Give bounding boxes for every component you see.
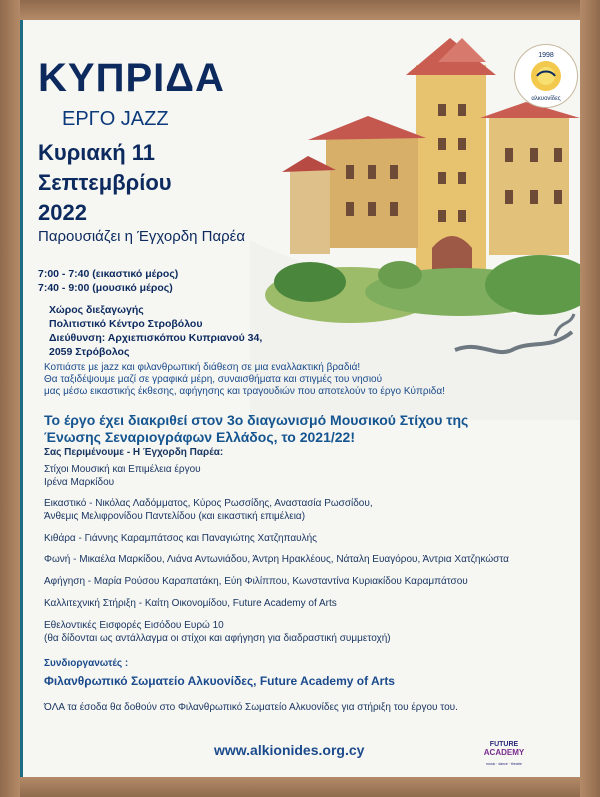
badge-year: 1998 [538,52,554,59]
credit-support: Καλλιτεχνική Στήριξη - Καίτη Οικονομίδου, Future Academy of Arts [44,598,337,609]
badge-name: αλκυονίδες [531,96,561,102]
credit-lyrics-label: Στίχοι Μουσική και Επιμέλεια έργου [44,464,201,475]
venue-address: Διεύθυνση: Αρχιεπισκόπου Κυπριανού 34, [49,332,263,344]
venue-city: 2059 Στρόβολος [49,346,130,358]
proceeds-line: ΌΛΑ τα έσοδα θα δοθούν στο Φιλανθρωπικό Σωματείο Αλκυονίδες για στήριξη του έργου του. [44,702,458,713]
date-line-1: Κυριακή 11 [38,140,156,165]
sun-logo-icon [515,45,577,107]
alkionides-logo-badge [514,44,578,108]
schedule-line-2: 7:40 - 9:00 (μουσικό μέρος) [38,282,173,294]
website-link[interactable]: www.alkionides.org.cy [214,742,365,758]
frame-top [0,0,600,20]
organizers-names: Φιλανθρωπικό Σωματείο Αλκυονίδες, Future Academy of Arts [44,674,395,688]
intro-line-1: Κοπιάστε με jazz και φιλανθρωπική διάθεση σε μια εναλλακτική βραδιά! [44,362,361,373]
schedule-line-1: 7:00 - 7:40 (εικαστικό μέρος) [38,268,179,280]
date-line-2: Σεπτεμβρίου [38,170,172,195]
academy-line-1: FUTURE [489,741,519,748]
frame-left [0,0,20,797]
event-date [38,138,268,228]
invite-line: Σας Περιμένουμε - Η Έγχορδη Παρέα: [44,447,224,458]
credit-guitar: Κιθάρα - Γιάννης Καραμπάτσος και Παναγιώτης Χατζηπαυλής [44,533,317,544]
frame-bottom [0,777,600,797]
award-line-2: Ένωσης Σεναριογράφων Ελλάδος, το 2021/22! [44,429,355,445]
credit-narration: Αφήγηση - Μαρία Ρούσου Καραπατάκη, Εύη Φιλίππου, Κωνσταντίνα Κυριακίδου Καραμπάτσου [44,576,468,587]
organizers-label: Συνδιοργανωτές : [44,658,129,669]
intro-line-2: Θα ταξιδέψουμε μαζί σε γραφικά μέρη, συναισθήματα και στιγμές του νησιού [44,374,383,385]
venue-label: Χώρος διεξαγωγής [49,304,144,316]
future-academy-logo [476,738,532,768]
academy-tagline: music · dance · theatre [486,762,522,766]
intro-line-3: μας μέσω εικαστικής έκθεσης, αφήγησης και τραγουδιών που αποτελούν το έργο Κύπριδα! [44,386,445,397]
poster-canvas [20,20,580,777]
award-line-1: Το έργο έχει διακριθεί στον 3ο διαγωνισμό Μουσικού Στίχου της [44,412,469,428]
credit-voice: Φωνή - Μικαέλα Μαρκίδου, Λιάνα Αντωνιάδου, Άντρη Ηρακλέους, Νάταλη Ευαγόρου, Άντρια Χατζηκώστα [44,554,509,565]
credit-lyrics-name: Ιρένα Μαρκίδου [44,477,115,488]
poster-title: ΚΥΠΡΙΔΑ [38,56,225,100]
teal-side-band [20,20,23,777]
poster-subtitle: ΕΡΓΟ JAZZ [62,108,169,130]
credit-visual-1: Εικαστικό - Νικόλας Λαδόμματος, Κύρος Ρωσσίδης, Αναστασία Ρωσσίδου, [44,498,373,509]
presents-line: Παρουσιάζει η Έγχορδη Παρέα [38,228,246,245]
fee-line-1: Εθελοντικές Εισφορές Εισόδου Ευρώ 10 [44,620,224,631]
credit-visual-2: Άνθεμις Μελιφρονίδου Παντελίδου (και εικαστική επιμέλεια) [44,511,306,522]
frame-right [580,0,600,797]
academy-line-2: ACADEMY [483,748,525,757]
venue-name: Πολιτιστικό Κέντρο Στροβόλου [49,318,203,330]
fee-line-2: (θα δίδονται ως αντάλλαγμα οι στίχοι και αφήγηση για διαδραστική συμμετοχή) [44,633,391,644]
date-line-3: 2022 [38,200,87,225]
